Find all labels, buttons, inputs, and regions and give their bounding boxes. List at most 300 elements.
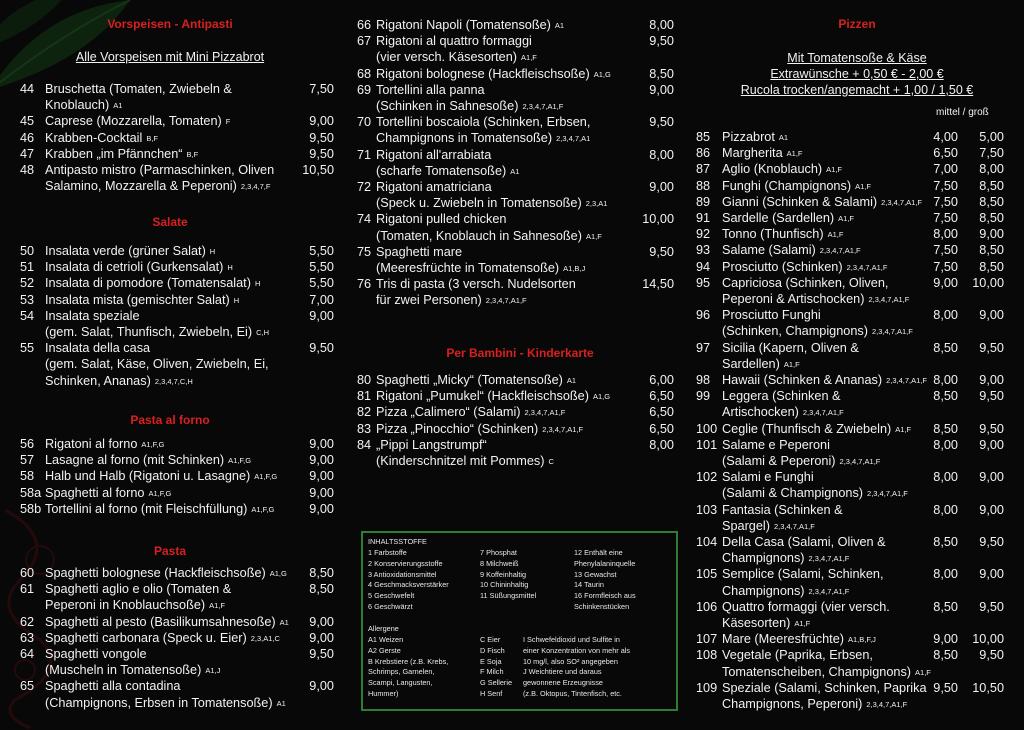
item-description: Salami e Funghi bbox=[722, 470, 814, 485]
item-price: 14,50 bbox=[642, 277, 674, 292]
item-description: (gem. Salat, Käse, Oliven, Zwiebeln, Ei, bbox=[45, 357, 269, 372]
item-price: 9,50 bbox=[649, 244, 674, 259]
item-number: 48 bbox=[20, 163, 35, 177]
item-number: 76 bbox=[357, 277, 372, 292]
allergen-codes: A1,F bbox=[826, 165, 842, 175]
menu-item bbox=[350, 82, 690, 114]
item-description: Della Casa (Salami, Oliven & bbox=[722, 535, 886, 549]
item-number: 70 bbox=[357, 115, 372, 130]
info-entry: 4 Geschmacksverstärker bbox=[368, 580, 449, 590]
item-number: 44 bbox=[20, 82, 35, 96]
allergen-codes: F bbox=[225, 117, 231, 127]
info-entry: 10 Chininhaltig bbox=[480, 580, 529, 590]
menu-item bbox=[350, 114, 690, 146]
allergen-codes: A1,F bbox=[838, 214, 854, 223]
item-description: Krabben „im Pfännchen“ B,F bbox=[45, 146, 199, 161]
item-description: Margherita A1,F bbox=[722, 146, 803, 161]
item-description: (Speck u. Zwiebeln in Tomatensoße) 2,3,A1 bbox=[376, 196, 608, 211]
info-entry: 5 Geschwefelt bbox=[368, 591, 415, 601]
item-price: 9,00 bbox=[933, 632, 958, 647]
allergen-codes: A1 bbox=[113, 101, 123, 111]
menu-item bbox=[0, 581, 340, 613]
item-description: Spaghetti bolognese (Hackfleischsoße) A1,G bbox=[45, 566, 287, 580]
allergen-codes: H bbox=[254, 279, 261, 289]
section-title-pasta: Pasta bbox=[153, 544, 187, 558]
item-description: Spaghetti alla contadina bbox=[45, 679, 181, 694]
item-description: Antipasto mistro (Parmaschinken, Oliven bbox=[45, 163, 275, 177]
item-number: 92 bbox=[696, 227, 711, 242]
pizzen-sub2: Extrawünsche + 0,50 € - 2,00 € bbox=[770, 67, 944, 81]
item-number: 98 bbox=[696, 373, 711, 387]
item-number: 62 bbox=[20, 614, 35, 629]
item-number: 88 bbox=[696, 178, 711, 193]
item-price-large: 9,00 bbox=[979, 470, 1004, 485]
item-number: 99 bbox=[696, 389, 711, 404]
info-entry: E Soja bbox=[480, 656, 502, 666]
item-price: 8,00 bbox=[933, 502, 958, 517]
item-number: 65 bbox=[20, 679, 35, 694]
item-description: Pizza „Calimero“ (Salami) 2,3,4,7,A1,F bbox=[376, 405, 566, 420]
allergen-codes: 2,3,4,7,A1,F bbox=[802, 408, 844, 418]
pizzen-sub1: Mit Tomatensoße & Käse bbox=[787, 51, 927, 65]
item-price-large: 9,00 bbox=[979, 227, 1004, 242]
item-number: 107 bbox=[696, 632, 718, 647]
item-price-large: 9,50 bbox=[979, 599, 1004, 614]
item-description: Aglio (Knoblauch) A1,F bbox=[722, 162, 842, 177]
menu-item bbox=[690, 242, 1024, 258]
item-description: „Pippi Langstrumpf“ bbox=[376, 437, 487, 452]
info-entry: Hummer) bbox=[368, 688, 399, 698]
menu-item bbox=[690, 307, 1024, 339]
item-description: Capriciosa (Schinken, Oliven, bbox=[722, 275, 889, 290]
info-entry: 13 Gewachst bbox=[574, 569, 617, 579]
item-price: 10,50 bbox=[302, 163, 334, 177]
menu-item bbox=[690, 421, 1024, 437]
item-number: 97 bbox=[696, 340, 711, 355]
item-number: 57 bbox=[20, 453, 35, 468]
item-price: 9,00 bbox=[309, 469, 334, 484]
item-number: 52 bbox=[20, 276, 35, 291]
item-price-large: 10,00 bbox=[972, 275, 1004, 290]
item-description: Salame e Peperoni bbox=[722, 437, 830, 452]
menu-item bbox=[350, 66, 690, 82]
item-price: 9,00 bbox=[309, 501, 334, 516]
item-price: 8,50 bbox=[649, 66, 674, 81]
menu-item bbox=[690, 178, 1024, 194]
item-price: 8,50 bbox=[933, 421, 958, 436]
item-price: 6,50 bbox=[649, 405, 674, 420]
allergen-codes: A1,F bbox=[915, 667, 931, 677]
item-number: 93 bbox=[696, 243, 711, 258]
allergen-codes: A1 bbox=[778, 133, 789, 142]
item-price: 7,50 bbox=[933, 194, 958, 209]
item-number: 60 bbox=[20, 566, 35, 580]
item-number: 61 bbox=[20, 582, 35, 597]
allergen-codes: 2,3,4,7,A1,F bbox=[819, 246, 861, 256]
item-price: 8,00 bbox=[933, 437, 958, 452]
item-description: Tortellini al forno (mit Fleischfüllung) A1,F,G bbox=[45, 501, 275, 516]
item-description: (Schinken, Champignons) 2,3,4,7,A1,F bbox=[722, 324, 913, 339]
allergen-codes: A1 bbox=[566, 376, 577, 385]
item-number: 64 bbox=[20, 647, 35, 661]
item-description: Rigatoni „Pumukel“ (Hackfleischsoße) A1,G bbox=[376, 389, 611, 404]
allergen-codes: 2,3,4,7,A1,F bbox=[866, 700, 908, 709]
menu-item bbox=[690, 534, 1024, 566]
info-entry: 6 Geschwärzt bbox=[368, 601, 413, 611]
item-price: 8,50 bbox=[309, 566, 334, 580]
allergen-codes: H bbox=[227, 263, 233, 273]
item-description: Pizzabrot A1 bbox=[722, 130, 789, 144]
allergen-codes: A1,F,G bbox=[148, 488, 172, 498]
item-price: 8,00 bbox=[933, 373, 958, 387]
item-price-large: 9,00 bbox=[979, 437, 1004, 452]
menu-item bbox=[350, 421, 690, 437]
item-description: Semplice (Salami, Schinken, bbox=[722, 567, 884, 582]
allergen-codes: 2,3,4,7,A1,F bbox=[871, 327, 913, 337]
allergen-codes: 2,3,A1,C bbox=[250, 633, 280, 643]
item-description: Käsesorten) A1,F bbox=[722, 616, 811, 630]
menu-item bbox=[690, 145, 1024, 161]
menu-item bbox=[0, 130, 340, 146]
allergen-codes: B,F bbox=[186, 149, 199, 159]
allergen-codes: A1,G bbox=[592, 392, 611, 402]
info-entry: 8 Milchweiß bbox=[480, 558, 519, 568]
item-price-large: 9,00 bbox=[979, 502, 1004, 517]
item-price: 8,50 bbox=[933, 648, 958, 663]
item-description: Lasagne al forno (mit Schinken) A1,F,G bbox=[45, 453, 252, 468]
allergen-col1 bbox=[368, 635, 483, 700]
menu-item bbox=[0, 259, 340, 275]
item-description: (Meeresfrüchte in Tomatensoße) A1,B,J bbox=[376, 261, 586, 275]
item-price: 9,50 bbox=[649, 34, 674, 49]
item-description: Salame (Salami) 2,3,4,7,A1,F bbox=[722, 243, 861, 258]
item-description: Insalata della casa bbox=[45, 341, 151, 356]
item-description: (Muscheln in Tomatensoße) A1,J bbox=[45, 663, 221, 678]
item-description: (Champignons, Erbsen in Tomatensoße) A1 bbox=[45, 695, 286, 710]
menu-item bbox=[0, 485, 340, 501]
menu-item bbox=[0, 162, 340, 194]
item-description: Spaghetti carbonara (Speck u. Eier) 2,3,A1,C bbox=[45, 630, 280, 645]
item-description: (vier versch. Käsesorten) A1,F bbox=[376, 50, 537, 65]
info-title: INHALTSSTOFFE bbox=[368, 537, 427, 546]
item-number: 106 bbox=[696, 599, 718, 614]
item-number: 68 bbox=[357, 66, 372, 81]
item-number: 105 bbox=[696, 567, 718, 582]
item-price: 9,00 bbox=[649, 82, 674, 97]
menu-item bbox=[690, 194, 1024, 210]
menu-item bbox=[690, 210, 1024, 226]
item-number: 67 bbox=[357, 34, 372, 49]
menu-item bbox=[0, 275, 340, 291]
item-description: Quattro formaggi (vier versch. bbox=[722, 599, 890, 614]
item-price: 9,00 bbox=[309, 437, 334, 451]
item-description: Mare (Meeresfrüchte) A1,B,F,J bbox=[722, 632, 876, 647]
item-number: 82 bbox=[357, 405, 372, 420]
item-price: 8,00 bbox=[649, 437, 674, 452]
item-price: 6,50 bbox=[933, 146, 958, 161]
item-description: Champignons) 2,3,4,7,A1,F bbox=[722, 583, 850, 598]
item-description: Hawaii (Schinken & Ananas) 2,3,4,7,A1,F bbox=[722, 373, 927, 387]
item-number: 63 bbox=[20, 630, 35, 645]
item-price: 8,00 bbox=[933, 308, 958, 323]
info-additives-col3 bbox=[574, 548, 674, 613]
item-description: Gianni (Schinken & Salami) 2,3,4,7,A1,F bbox=[722, 194, 922, 209]
menu-item bbox=[690, 469, 1024, 501]
allergen-codes: A1 bbox=[510, 166, 520, 176]
menu-item bbox=[0, 614, 340, 630]
item-number: 58b bbox=[20, 501, 42, 516]
item-number: 47 bbox=[20, 146, 35, 161]
item-number: 72 bbox=[357, 180, 372, 194]
menu-item bbox=[690, 647, 1024, 679]
menu-item bbox=[0, 308, 340, 340]
item-number: 71 bbox=[357, 147, 372, 162]
item-price: 6,00 bbox=[649, 373, 674, 387]
item-price: 8,00 bbox=[933, 567, 958, 582]
item-description: Rigatoni Napoli (Tomatensoße) A1 bbox=[376, 18, 565, 32]
menu-item bbox=[0, 565, 340, 581]
item-price: 9,50 bbox=[309, 341, 334, 356]
item-number: 46 bbox=[20, 130, 35, 145]
item-price: 5,50 bbox=[309, 276, 334, 291]
menu-item bbox=[690, 437, 1024, 469]
item-description: Pizza „Pinocchio“ (Schinken) 2,3,4,7,A1,F bbox=[376, 421, 584, 436]
menu-item bbox=[350, 244, 690, 276]
allergen-codes: 2,3,4,7,A1,F bbox=[867, 489, 908, 499]
item-description: für zwei Personen) 2,3,4,7,A1,F bbox=[376, 293, 527, 308]
item-number: 89 bbox=[696, 194, 711, 209]
item-price: 9,00 bbox=[309, 308, 334, 323]
item-description: Rigatoni al forno A1,F,G bbox=[45, 437, 165, 451]
item-price: 8,00 bbox=[933, 227, 958, 242]
info-entry: Schrimps, Garnelen, bbox=[368, 667, 435, 677]
item-price: 9,50 bbox=[309, 130, 334, 145]
item-description: Salamino, Mozzarella & Peperoni) 2,3,4,7,F bbox=[45, 179, 271, 194]
menu-item bbox=[350, 211, 690, 243]
info-entry: Schinkenstücken bbox=[574, 601, 630, 611]
item-price: 7,50 bbox=[933, 243, 958, 258]
menu-item bbox=[690, 599, 1024, 631]
item-price: 8,00 bbox=[649, 18, 674, 32]
item-price: 9,00 bbox=[309, 679, 334, 694]
allergen-codes: 2,3,4,7,A1,F bbox=[522, 102, 564, 111]
item-price: 9,50 bbox=[649, 115, 674, 130]
allergen-codes: C bbox=[548, 457, 554, 466]
item-number: 102 bbox=[696, 470, 718, 485]
item-description: Tortellini boscaiola (Schinken, Erbsen, bbox=[376, 115, 591, 130]
item-price: 7,50 bbox=[309, 82, 334, 96]
info-entry: A1 Weizen bbox=[368, 635, 404, 644]
item-price: 6,50 bbox=[649, 421, 674, 436]
item-price: 7,00 bbox=[309, 292, 334, 307]
pizzen-size-header: mittel / groß bbox=[936, 107, 989, 118]
item-description: Insalata verde (grüner Salat) H bbox=[45, 244, 216, 258]
item-price-large: 9,50 bbox=[979, 340, 1004, 355]
menu-item bbox=[0, 292, 340, 308]
allergen-codes: A1,F bbox=[786, 149, 803, 159]
item-number: 56 bbox=[20, 437, 35, 451]
item-number: 104 bbox=[696, 535, 718, 549]
info-entry: (z.B. Oktopus, Tintenfisch, etc. bbox=[523, 688, 622, 698]
item-number: 87 bbox=[696, 162, 711, 177]
item-price: 9,00 bbox=[309, 630, 334, 645]
allergen-codes: 2,3,4,7,A1,F bbox=[524, 408, 566, 418]
item-price: 10,00 bbox=[642, 212, 674, 227]
menu-item bbox=[690, 226, 1024, 242]
item-description: Sardellen) A1,F bbox=[722, 356, 800, 371]
item-description: Prosciutto (Schinken) 2,3,4,7,A1,F bbox=[722, 259, 888, 274]
item-price: 8,00 bbox=[933, 470, 958, 485]
item-description: Tomatenscheiben, Champignons) A1,F bbox=[722, 664, 931, 679]
item-description: Caprese (Mozzarella, Tomaten) F bbox=[45, 114, 231, 129]
item-price: 5,50 bbox=[309, 244, 334, 258]
info-entry: H Senf bbox=[480, 688, 503, 698]
allergen-codes: H bbox=[209, 247, 216, 256]
item-price-large: 8,50 bbox=[979, 243, 1004, 258]
item-number: 58 bbox=[20, 469, 35, 484]
item-price: 9,50 bbox=[933, 680, 958, 695]
menu-item bbox=[350, 17, 690, 33]
item-number: 109 bbox=[696, 680, 718, 695]
menu-item bbox=[0, 436, 340, 452]
item-price-large: 9,50 bbox=[979, 421, 1004, 436]
allergen-codes: A1,F,G bbox=[141, 440, 165, 449]
item-number: 84 bbox=[357, 437, 372, 452]
allergen-codes: 2,3,4,7,A1,F bbox=[846, 262, 888, 272]
item-price-large: 9,50 bbox=[979, 648, 1004, 663]
section-title-forno: Pasta al forno bbox=[130, 413, 210, 427]
item-description: Schinken, Ananas) 2,3,4,7,C,H bbox=[45, 373, 193, 388]
item-number: 91 bbox=[696, 211, 711, 225]
item-description: Speziale (Salami, Schinken, Paprika bbox=[722, 680, 927, 695]
info-entry: 16 Formfleisch aus bbox=[574, 591, 636, 601]
allergen-codes: A1 bbox=[276, 698, 286, 708]
vorspeisen-subtitle: Alle Vorspeisen mit Mini Pizzabrot bbox=[75, 50, 265, 64]
menu-item bbox=[350, 33, 690, 65]
allergen-codes: B,F bbox=[146, 133, 158, 143]
info-entry: J Weichtiere und daraus bbox=[523, 667, 602, 677]
item-price: 6,50 bbox=[649, 389, 674, 404]
item-price-large: 7,50 bbox=[979, 146, 1004, 161]
allergen-codes: A1,F,G bbox=[254, 472, 278, 482]
allergen-codes: 2,3,4,7,A1 bbox=[556, 134, 591, 144]
item-description: Funghi (Champignons) A1,F bbox=[722, 178, 871, 193]
allergen-codes: 2,3,4,7,A1,F bbox=[808, 554, 850, 564]
menu-item bbox=[350, 147, 690, 179]
item-description: Spaghetti al pesto (Basilikumsahnesoße) A1 bbox=[45, 614, 289, 629]
item-price: 9,00 bbox=[309, 485, 334, 500]
item-price: 8,50 bbox=[309, 582, 334, 597]
item-description: Peperoni in Knoblauchsoße) A1,F bbox=[45, 598, 225, 613]
item-number: 80 bbox=[357, 373, 372, 387]
menu-item bbox=[690, 631, 1024, 647]
item-description: Insalata speziale bbox=[45, 308, 140, 323]
menu-item bbox=[690, 502, 1024, 534]
item-price: 9,50 bbox=[309, 647, 334, 661]
item-description: Insalata di pomodore (Tomatensalat) H bbox=[45, 276, 261, 291]
allergen-codes: 2,3,4,7,A1,F bbox=[868, 295, 910, 304]
info-entry: Scampi, Langusten, bbox=[368, 678, 433, 688]
allergen-codes: A1,B,F,J bbox=[847, 635, 876, 645]
item-price-large: 9,00 bbox=[979, 373, 1004, 387]
item-description: Insalata di cetrioli (Gurkensalat) H bbox=[45, 260, 233, 275]
item-number: 69 bbox=[357, 82, 372, 97]
item-price: 7,50 bbox=[933, 211, 958, 225]
menu-item bbox=[690, 259, 1024, 275]
allergen-codes: C,H bbox=[256, 328, 270, 337]
menu-item bbox=[0, 468, 340, 484]
item-description: (Salami & Peperoni) 2,3,4,7,A1,F bbox=[722, 454, 881, 468]
allergen-codes: 2,3,4,7,A1,F bbox=[808, 586, 850, 596]
menu-item bbox=[350, 179, 690, 211]
item-description: Insalata mista (gemischter Salat) H bbox=[45, 292, 240, 307]
item-price-large: 9,50 bbox=[979, 535, 1004, 549]
info-entry: 1 Farbstoffe bbox=[368, 548, 407, 557]
allergen-codes: A1,F bbox=[855, 181, 871, 191]
item-description: Fantasia (Schinken & bbox=[722, 502, 843, 517]
info-entry: 7 Phosphat bbox=[480, 548, 517, 557]
item-description: Champignons in Tomatensoße) 2,3,4,7,A1 bbox=[376, 131, 591, 146]
item-description: Rigatoni amatriciana bbox=[376, 180, 492, 194]
item-price-large: 9,00 bbox=[979, 567, 1004, 582]
info-entry: einer Konzentration von mehr als bbox=[523, 645, 631, 655]
item-description: Spaghetti aglio e olio (Tomaten & bbox=[45, 582, 232, 597]
item-price: 7,50 bbox=[933, 259, 958, 274]
allergen-codes: A1 bbox=[279, 617, 289, 627]
item-price: 9,50 bbox=[309, 146, 334, 161]
menu-item bbox=[0, 81, 340, 113]
item-price: 5,50 bbox=[309, 260, 334, 275]
item-number: 54 bbox=[20, 308, 35, 323]
item-price: 8,50 bbox=[933, 389, 958, 404]
item-number: 55 bbox=[20, 341, 35, 356]
item-description: Sardelle (Sardellen) A1,F bbox=[722, 211, 854, 225]
allergen-codes: A1,F bbox=[783, 359, 800, 369]
allergen-codes: A1 bbox=[554, 21, 565, 30]
allergen-title: Allergene bbox=[368, 624, 399, 633]
allergen-codes: 2,3,4,7,A1,F bbox=[881, 197, 922, 207]
item-price-large: 9,50 bbox=[979, 389, 1004, 404]
item-price-large: 8,50 bbox=[979, 194, 1004, 209]
allergen-codes: A1,F bbox=[585, 231, 602, 241]
item-number: 85 bbox=[696, 130, 711, 144]
item-price: 8,50 bbox=[933, 599, 958, 614]
info-entry: G Sellerie bbox=[480, 678, 513, 688]
allergen-codes: A1,F bbox=[209, 601, 225, 611]
menu-item bbox=[0, 113, 340, 129]
item-description: Tris di pasta (3 versch. Nudelsorten bbox=[376, 277, 576, 292]
item-description: Krabben-Cocktail B,F bbox=[45, 130, 158, 145]
menu-item bbox=[690, 340, 1024, 372]
section-title-bambini: Per Bambini - Kinderkarte bbox=[446, 346, 594, 360]
item-description: Bruschetta (Tomaten, Zwiebeln & bbox=[45, 82, 232, 96]
menu-item bbox=[690, 275, 1024, 307]
info-entry: 2 Konservierungsstoffe bbox=[368, 558, 443, 568]
allergen-codes: A1,F bbox=[521, 53, 537, 63]
menu-item bbox=[0, 678, 340, 710]
item-description: Halb und Halb (Rigatoni u. Lasagne) A1,F,G bbox=[45, 469, 278, 484]
item-number: 66 bbox=[357, 18, 372, 32]
menu-item bbox=[0, 452, 340, 468]
item-price: 9,00 bbox=[649, 180, 674, 194]
allergen-codes: 2,3,4,7,F bbox=[240, 182, 271, 192]
item-number: 51 bbox=[20, 260, 35, 275]
item-price-large: 9,00 bbox=[979, 308, 1004, 323]
allergen-codes: A1,F,G bbox=[228, 456, 252, 466]
allergen-codes: A1,F,G bbox=[251, 504, 275, 514]
item-price: 8,00 bbox=[649, 147, 674, 162]
item-number: 101 bbox=[696, 437, 718, 452]
